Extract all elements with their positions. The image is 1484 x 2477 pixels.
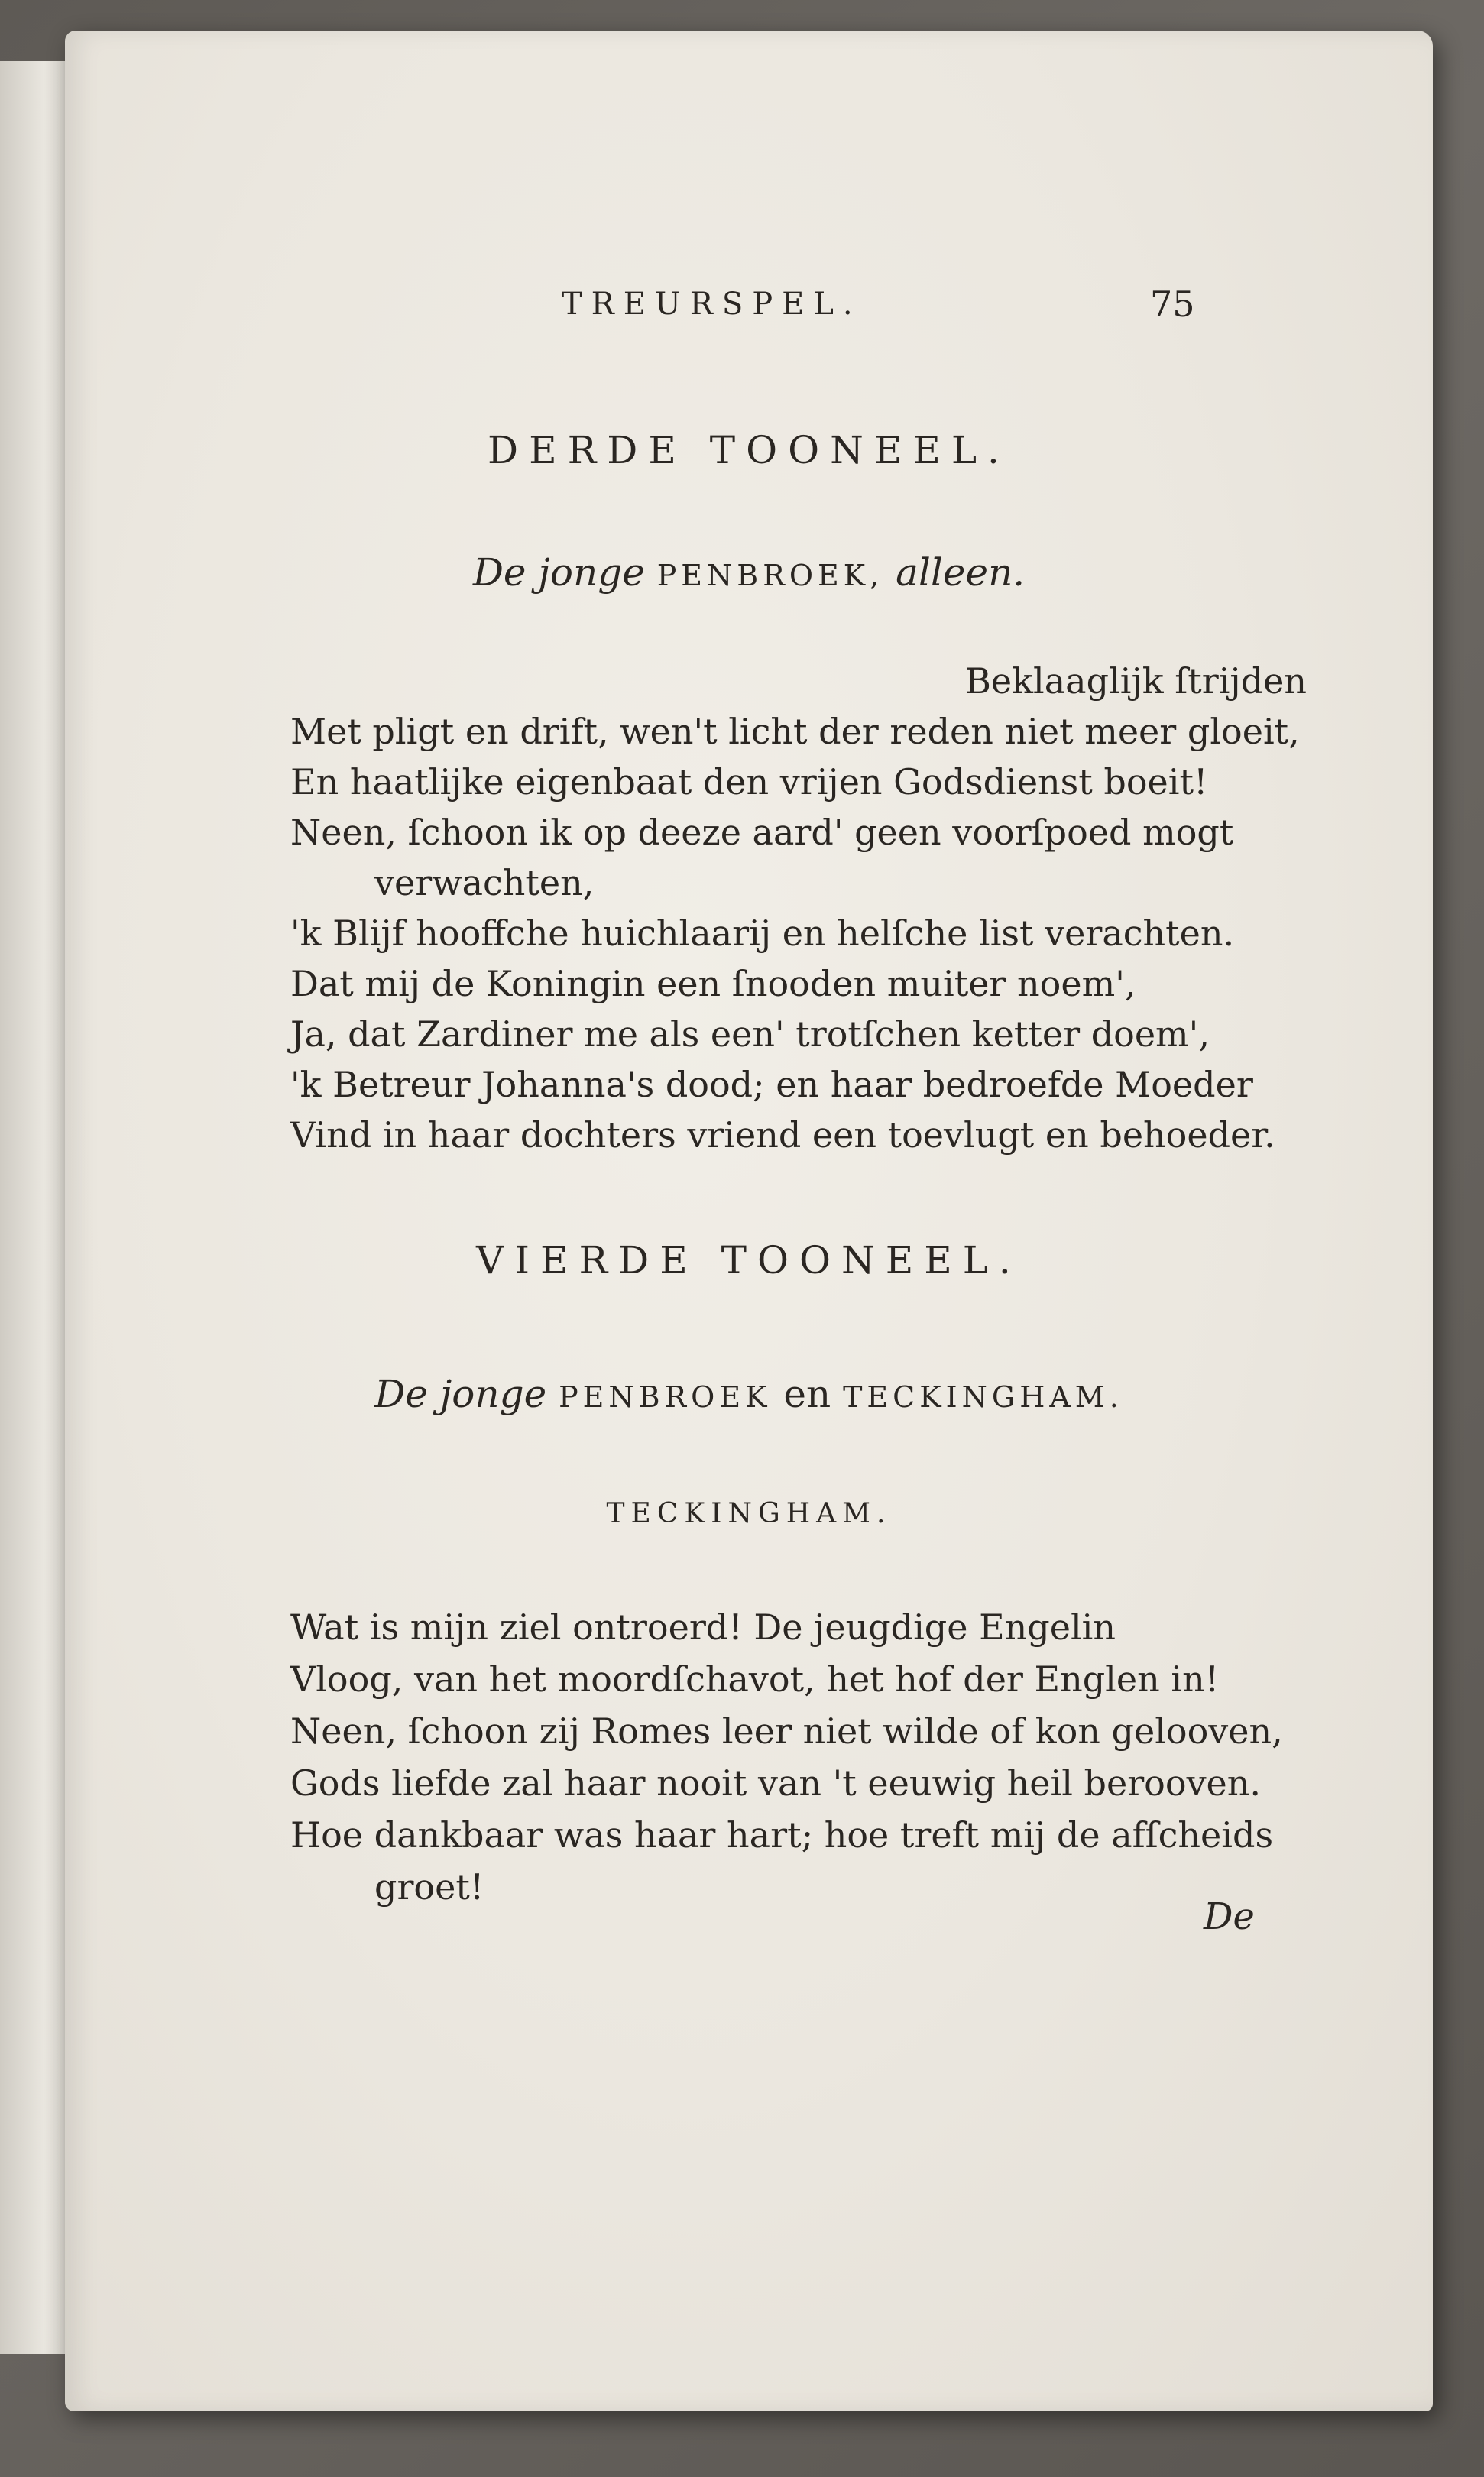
speaker-name: TECKINGHAM.	[606, 1498, 892, 1529]
cast-prefix: De jonge	[374, 1372, 547, 1416]
verse-line: Gods liefde zal haar nooit van 't eeuwig heil berooven.	[290, 1762, 1262, 1804]
catchword: De	[1204, 1895, 1255, 1938]
verse-block-derde	[290, 656, 1307, 1160]
verse-line: Neen, ſchoon zij Romes leer niet wilde of kon gelooven,	[290, 1710, 1283, 1752]
scene-cast-derde	[65, 550, 1433, 595]
facing-page-edge	[0, 61, 75, 2354]
verse-line: Met pligt en drift, wen't licht der reden niet meer gloeit,	[290, 711, 1300, 752]
verse-line: Ja, dat Zardiner me als een' trotſchen ketter doem',	[290, 1013, 1210, 1055]
scene-heading-vierde: VIERDE TOONEEL.	[476, 1238, 1022, 1282]
verse-line: Vind in haar dochters vriend een toevlugt en behoeder.	[290, 1114, 1275, 1156]
cast-suffix: alleen.	[896, 550, 1026, 595]
verse-line: En haatlijke eigenbaat den vrijen Godsdienst boeit!	[290, 761, 1208, 802]
book-page	[65, 31, 1433, 2411]
page-header	[65, 284, 1433, 340]
cast-name: PENBROEK	[559, 1380, 772, 1414]
cast-conjunction: en	[783, 1372, 831, 1416]
verse-line: Beklaaglijk ſtrijden	[965, 660, 1307, 702]
cast-name: PENBROEK,	[656, 559, 884, 592]
verse-line-continuation: groet!	[374, 1866, 484, 1908]
scene-cast-vierde	[65, 1372, 1433, 1416]
verse-line: Wat is mijn ziel ontroerd! De jeugdige Engelin	[290, 1606, 1116, 1648]
verse-line: 'k Blijf hooffche huichlaarij en helſche list verachten.	[290, 913, 1235, 954]
scene-heading-derde: DERDE TOONEEL.	[488, 428, 1010, 472]
cast-name: TECKINGHAM.	[843, 1380, 1123, 1414]
verse-line: 'k Betreur Johanna's dood; en haar bedroefde Moeder	[290, 1064, 1253, 1105]
verse-line: Vloog, van het moordſchavot, het hof der Englen in!	[290, 1658, 1220, 1700]
verse-line: Neen, ſchoon ik op deeze aard' geen voorſpoed mogt	[290, 812, 1234, 853]
verse-line-continuation: verwachten,	[374, 862, 595, 903]
running-head: TREURSPEL.	[562, 287, 862, 322]
verse-line: Dat mij de Koningin een ſnooden muiter noem',	[290, 963, 1136, 1004]
verse-block-vierde	[290, 1601, 1307, 1913]
verse-line: Hoe dankbaar was haar hart; hoe treft mij de afſcheids	[290, 1814, 1274, 1856]
page-number: 75	[1150, 284, 1195, 325]
cast-prefix: De jonge	[472, 550, 645, 595]
